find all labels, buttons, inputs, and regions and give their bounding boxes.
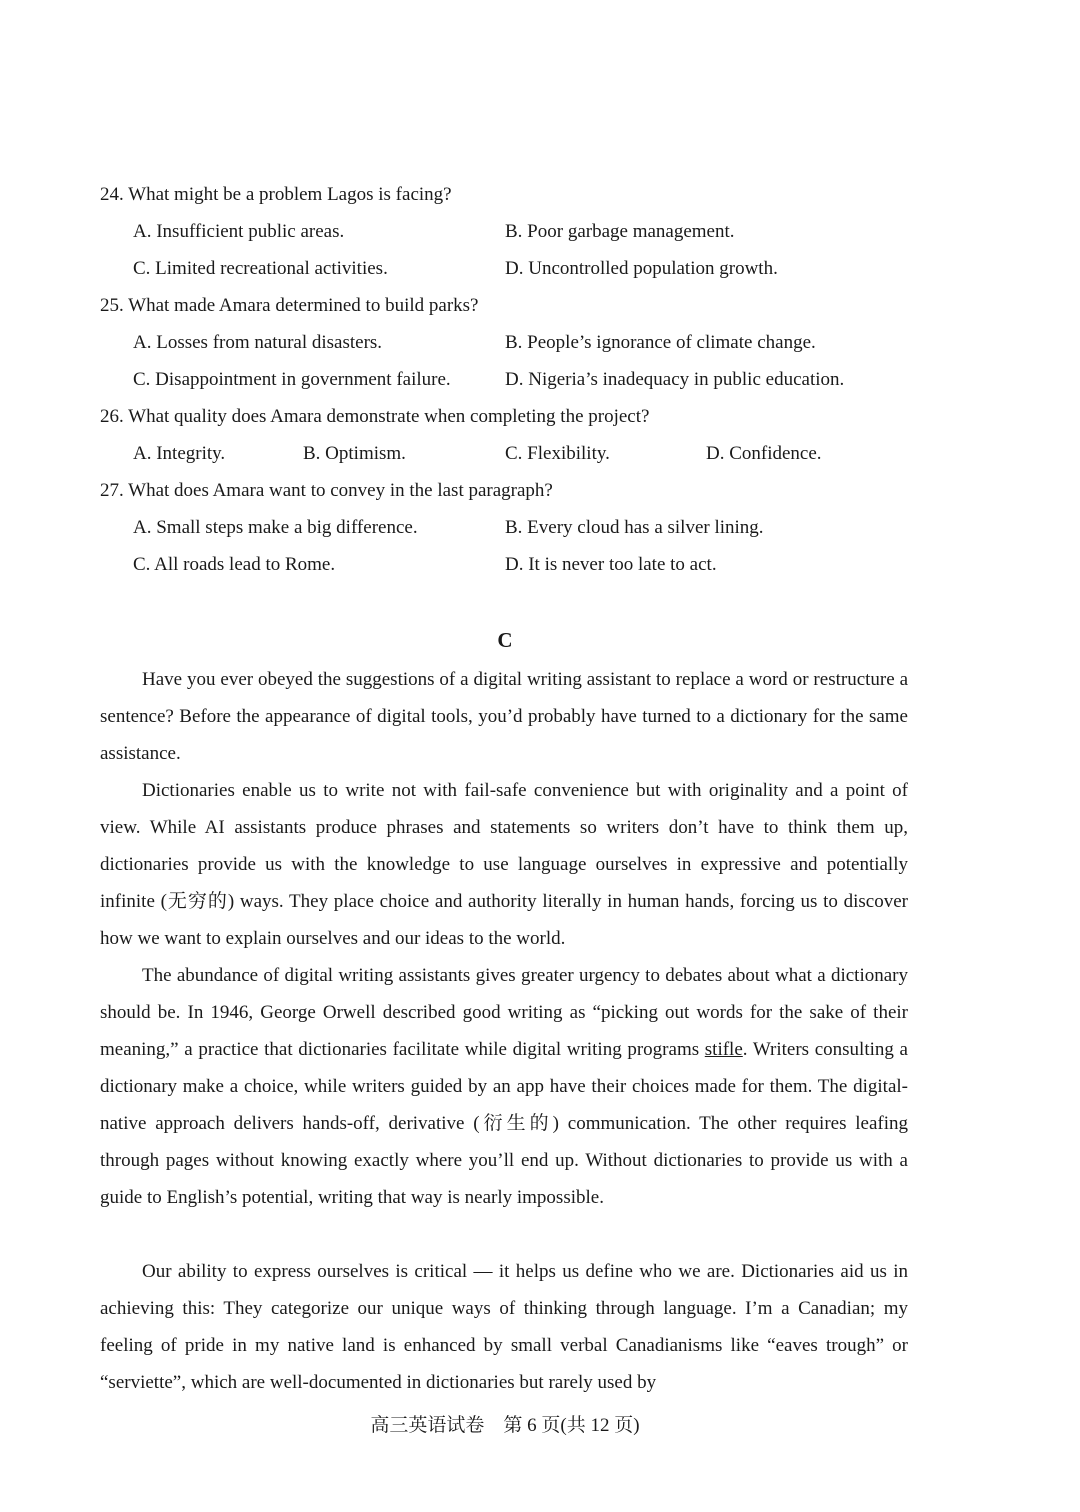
question-25-stem: 25. What made Amara determined to build parks? — [100, 295, 479, 316]
question-24-option-c: C. Limited recreational activities. — [133, 258, 388, 279]
passage-paragraph-1: Have you ever obeyed the suggestions of a digital writing assistant to replace a word or restructure a sentence? Before the appearance of digital tools, you’d probably have turned to a dictionary for the same assistance. — [100, 669, 908, 764]
question-25-option-a: A. Losses from natural disasters. — [133, 332, 383, 353]
section-title: C — [497, 628, 513, 652]
passage-paragraph-3 — [100, 957, 908, 1216]
question-26-option-d: D. Confidence. — [706, 443, 822, 464]
passage-paragraph-2: Dictionaries enable us to write not with fail-safe convenience but with originality and a point of view. While AI assistants produce phrases and statements so writers don’t have to think them up, dictionaries provide us with the knowledge to use language ourselves in expressive and potentially infinite (无穷的) ways. They place choice and authority literally in human hands, forcing us to discover how we want to explain ourselves and our ideas to the world. — [100, 780, 908, 949]
question-27-option-d: D. It is never too late to act. — [505, 554, 717, 575]
paragraph-3-text-start: The abundance of digital writing assistants gives greater urgency to debates about what a dictionary should be. In 1946, George Orwell described good writing as “picking out words for the sake of their meaning,” a practice that dictionaries facilitate while digital writing programs — [100, 965, 908, 1060]
question-24-option-b: B. Poor garbage management. — [505, 221, 735, 242]
question-24-option-a: A. Insufficient public areas. — [133, 221, 345, 242]
question-26-option-c: C. Flexibility. — [505, 443, 610, 464]
question-27-option-c: C. All roads lead to Rome. — [133, 554, 336, 575]
underlined-word-stifle: stifle — [704, 1039, 743, 1060]
page-footer: 高三英语试卷 第 6 页(共 12 页) — [370, 1415, 640, 1436]
question-24-option-d: D. Uncontrolled population growth. — [505, 258, 778, 279]
question-26-stem: 26. What quality does Amara demonstrate when completing the project? — [100, 406, 650, 427]
question-25-option-c: C. Disappointment in government failure. — [133, 369, 451, 390]
question-25-option-b: B. People’s ignorance of climate change. — [505, 332, 816, 353]
question-27-option-b: B. Every cloud has a silver lining. — [505, 517, 764, 538]
question-27-stem: 27. What does Amara want to convey in the last paragraph? — [100, 480, 553, 501]
question-26-option-a: A. Integrity. — [133, 443, 226, 464]
question-24-stem: 24. What might be a problem Lagos is facing? — [100, 184, 452, 205]
paragraph-3-text-end: . Writers consulting a dictionary make a choice, while writers guided by an app have their choices made for them. The digital-native approach delivers hands-off, derivative (衍生的) communication. The other requires leafing through pages without knowing exactly where you’ll end up. Without dictionaries to provide us with a guide to English’s potential, writing that way is nearly impossible. — [100, 1039, 908, 1208]
question-25-option-d: D. Nigeria’s inadequacy in public education. — [505, 369, 845, 390]
question-26-option-b: B. Optimism. — [303, 443, 406, 464]
question-27-option-a: A. Small steps make a big difference. — [133, 517, 418, 538]
passage-paragraph-4: Our ability to express ourselves is critical — it helps us define who we are. Dictionaries aid us in achieving this: They categorize our unique ways of thinking through language. I’m a Canadian; my feeling of pride in my native land is enhanced by small verbal Canadianisms like “eaves trough” or “serviette”, which are well-documented in dictionaries but rarely used by — [100, 1261, 908, 1393]
